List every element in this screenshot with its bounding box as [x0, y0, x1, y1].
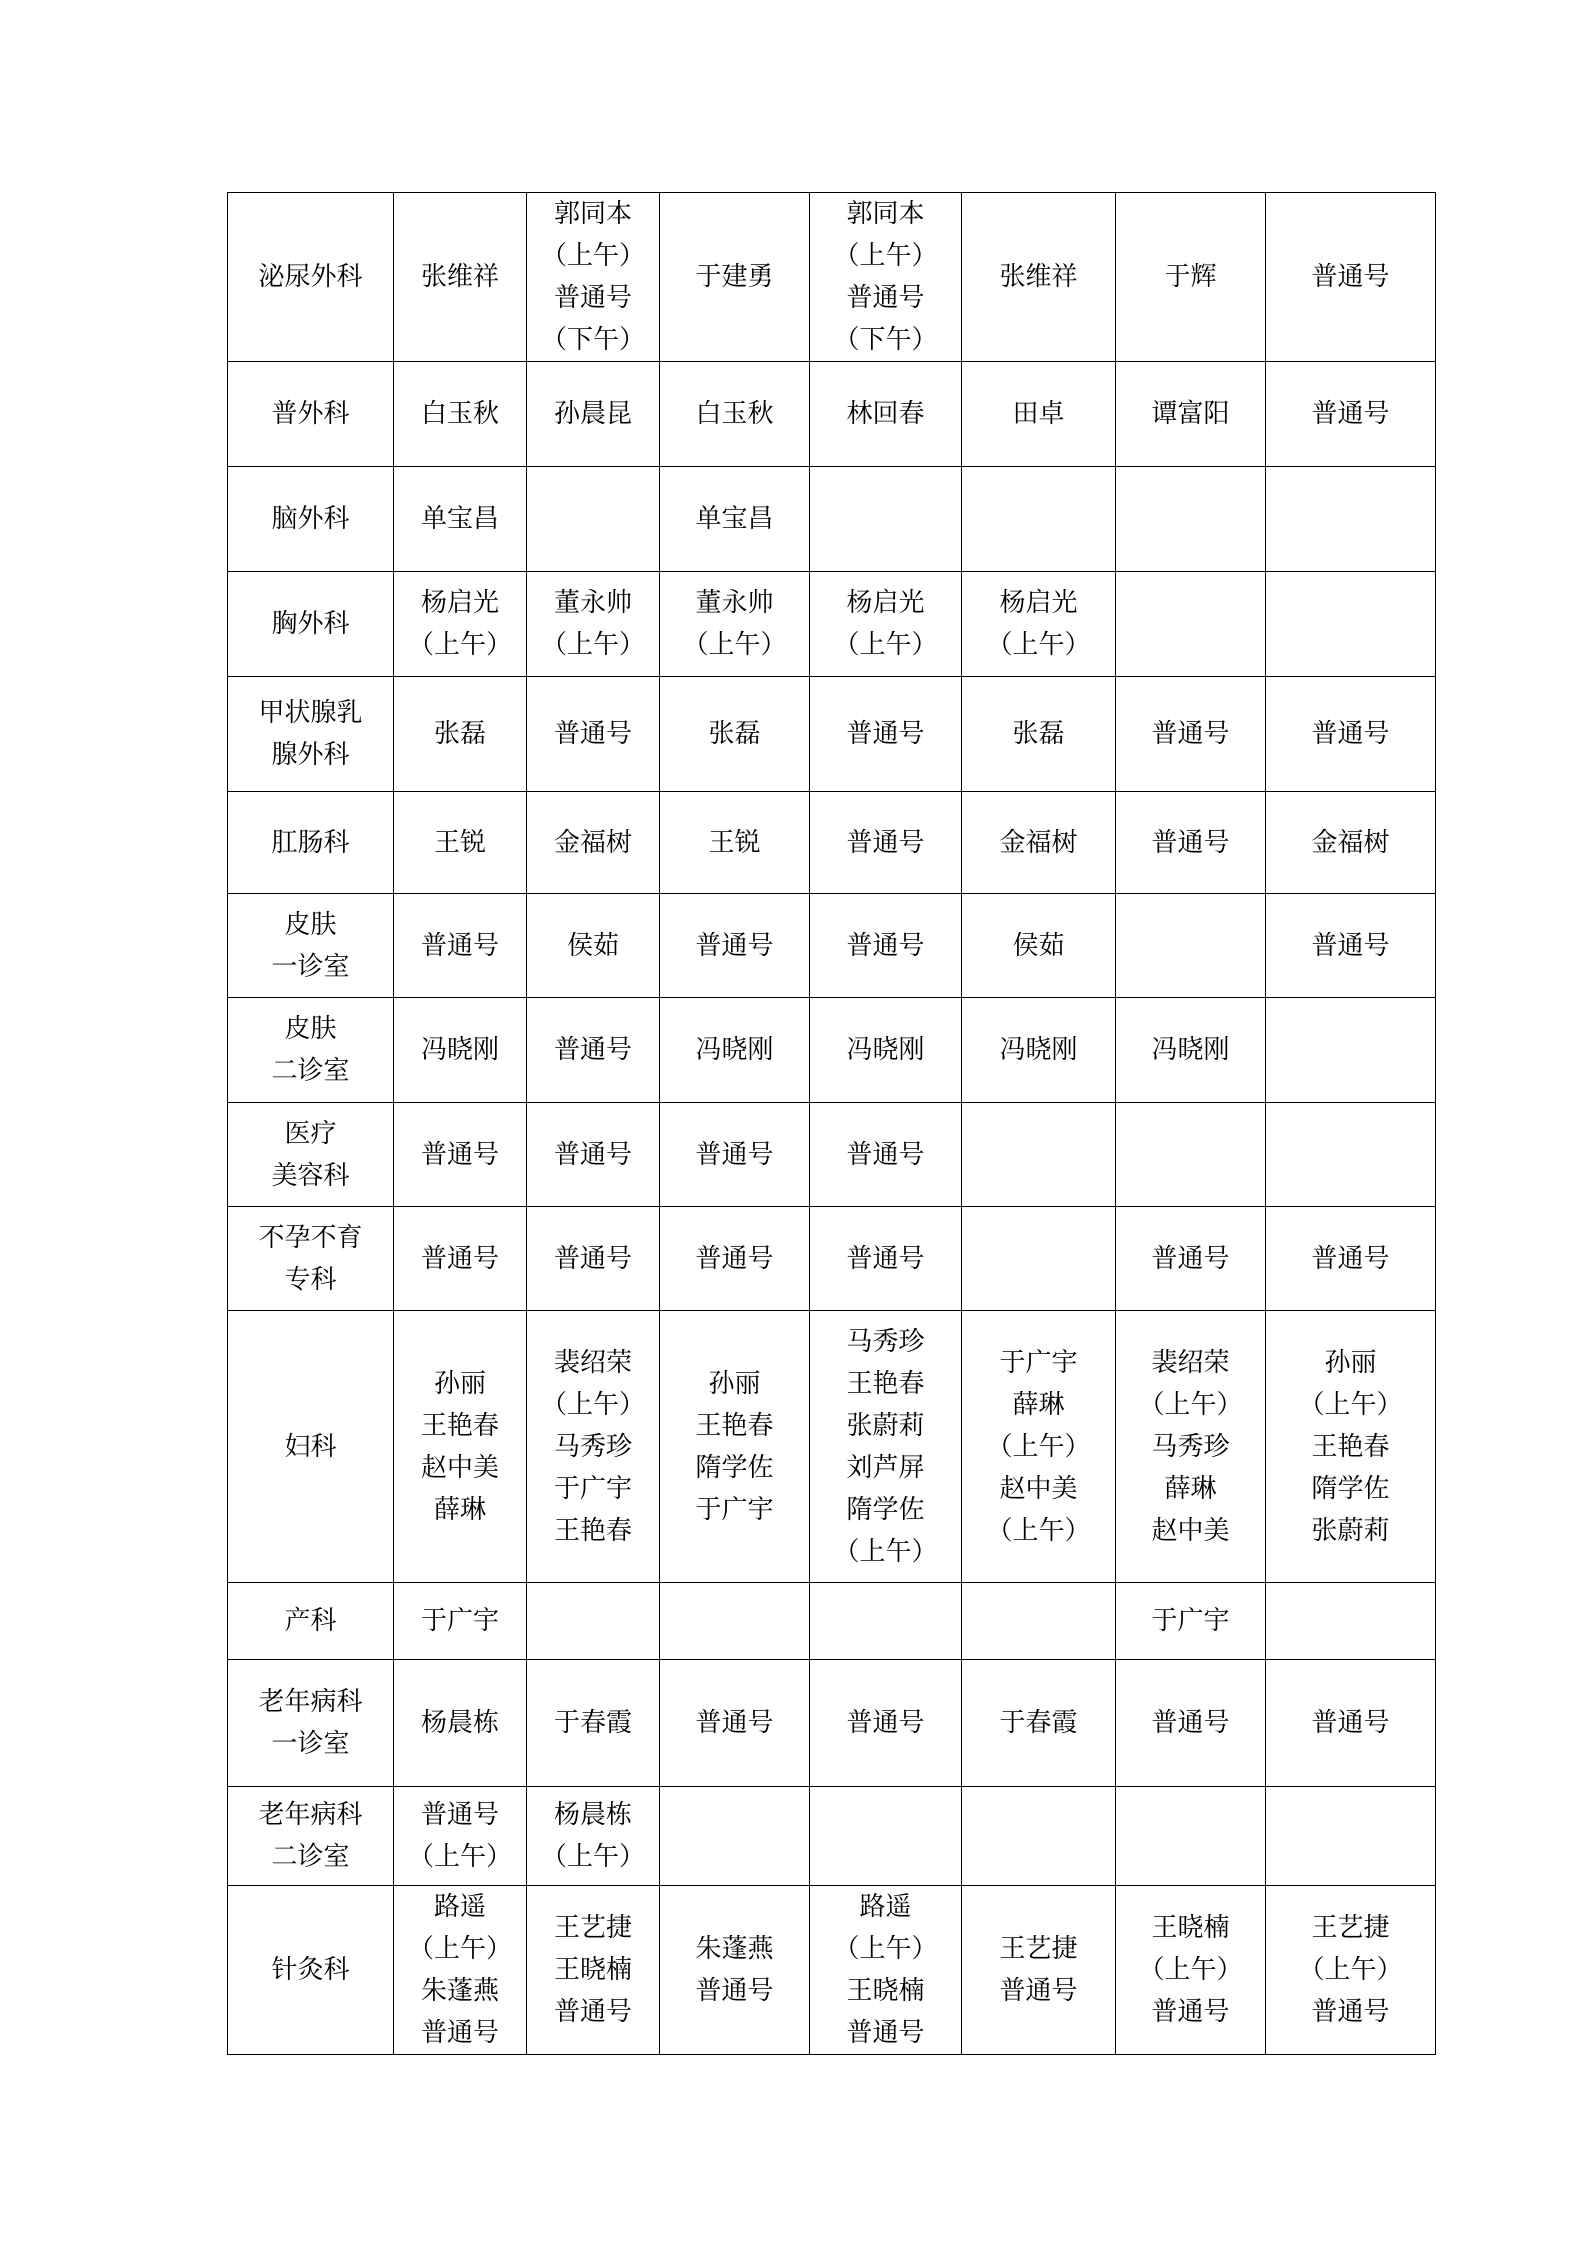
- schedule-cell: 单宝昌: [394, 467, 527, 572]
- schedule-cell: [1116, 1103, 1266, 1207]
- schedule-cell: 普通号: [394, 1207, 527, 1311]
- schedule-cell: 马秀珍 王艳春 张蔚莉 刘芦屏 隋学佐 （上午）: [810, 1311, 962, 1583]
- schedule-cell: [962, 1207, 1116, 1311]
- table-row: [228, 193, 1436, 362]
- schedule-cell: 杨启光 （上午）: [394, 572, 527, 677]
- schedule-cell: 普通号: [1116, 677, 1266, 792]
- department-cell: 妇科: [228, 1311, 394, 1583]
- schedule-cell: 郭同本 （上午） 普通号 （下午）: [810, 193, 962, 362]
- schedule-cell: 普通号: [1266, 362, 1436, 467]
- schedule-cell: 普通号: [810, 677, 962, 792]
- schedule-cell: 杨晨栋: [394, 1660, 527, 1787]
- schedule-cell: 普通号: [527, 1207, 660, 1311]
- schedule-cell: 王锐: [660, 792, 810, 894]
- table-row: [228, 1660, 1436, 1787]
- schedule-cell: [810, 1583, 962, 1660]
- schedule-cell: 侯茹: [962, 894, 1116, 998]
- schedule-cell: [1116, 467, 1266, 572]
- schedule-cell: [962, 1583, 1116, 1660]
- schedule-cell: 孙晨昆: [527, 362, 660, 467]
- schedule-cell: 王艺捷 普通号: [962, 1886, 1116, 2055]
- schedule-cell: 普通号: [1266, 193, 1436, 362]
- schedule-cell: [810, 1787, 962, 1886]
- schedule-cell: 普通号: [660, 1103, 810, 1207]
- department-cell: 产科: [228, 1583, 394, 1660]
- schedule-cell: 冯晓刚: [810, 998, 962, 1103]
- schedule-cell: 普通号: [810, 792, 962, 894]
- schedule-cell: [1266, 1103, 1436, 1207]
- schedule-cell: 普通号: [394, 894, 527, 998]
- schedule-cell: 于辉: [1116, 193, 1266, 362]
- schedule-cell: 裴绍荣 （上午） 马秀珍 薛琳 赵中美: [1116, 1311, 1266, 1583]
- department-cell: 不孕不育 专科: [228, 1207, 394, 1311]
- schedule-cell: [962, 1787, 1116, 1886]
- department-cell: 皮肤 二诊室: [228, 998, 394, 1103]
- schedule-cell: 普通号: [660, 1660, 810, 1787]
- schedule-cell: [810, 467, 962, 572]
- schedule-cell: [527, 1583, 660, 1660]
- table-row: [228, 998, 1436, 1103]
- schedule-cell: [1116, 572, 1266, 677]
- schedule-cell: [1266, 1787, 1436, 1886]
- schedule-cell: [962, 467, 1116, 572]
- schedule-cell: 王晓楠 （上午） 普通号: [1116, 1886, 1266, 2055]
- schedule-cell: [1266, 1583, 1436, 1660]
- department-cell: 泌尿外科: [228, 193, 394, 362]
- schedule-cell: 杨启光 （上午）: [810, 572, 962, 677]
- department-cell: 普外科: [228, 362, 394, 467]
- schedule-cell: 普通号: [810, 1207, 962, 1311]
- schedule-cell: 普通号: [1266, 1207, 1436, 1311]
- schedule-cell: 普通号: [660, 894, 810, 998]
- schedule-cell: 张维祥: [394, 193, 527, 362]
- schedule-cell: 张维祥: [962, 193, 1116, 362]
- table-row: [228, 572, 1436, 677]
- department-cell: 肛肠科: [228, 792, 394, 894]
- schedule-cell: 白玉秋: [394, 362, 527, 467]
- schedule-cell: 孙丽 （上午） 王艳春 隋学佐 张蔚莉: [1266, 1311, 1436, 1583]
- schedule-cell: 于春霞: [527, 1660, 660, 1787]
- schedule-cell: 于广宇 薛琳 （上午） 赵中美 （上午）: [962, 1311, 1116, 1583]
- department-cell: 皮肤 一诊室: [228, 894, 394, 998]
- table-row: [228, 362, 1436, 467]
- schedule-cell: 普通号: [810, 1660, 962, 1787]
- schedule-cell: [527, 467, 660, 572]
- table-row: [228, 1787, 1436, 1886]
- table-row: [228, 1583, 1436, 1660]
- schedule-cell: 普通号: [1116, 1660, 1266, 1787]
- schedule-cell: 冯晓刚: [660, 998, 810, 1103]
- table-row: [228, 1311, 1436, 1583]
- schedule-cell: [1116, 1787, 1266, 1886]
- table-row: [228, 467, 1436, 572]
- schedule-cell: 普通号: [810, 894, 962, 998]
- schedule-cell: 普通号: [810, 1103, 962, 1207]
- schedule-cell: 董永帅 （上午）: [527, 572, 660, 677]
- schedule-cell: 普通号 （上午）: [394, 1787, 527, 1886]
- table-row: [228, 677, 1436, 792]
- schedule-body: [228, 193, 1436, 2055]
- table-row: [228, 1103, 1436, 1207]
- schedule-cell: 金福树: [1266, 792, 1436, 894]
- schedule-cell: 于春霞: [962, 1660, 1116, 1787]
- clinic-schedule-table: [227, 192, 1436, 2055]
- schedule-cell: 于建勇: [660, 193, 810, 362]
- schedule-cell: 路遥 （上午） 王晓楠 普通号: [810, 1886, 962, 2055]
- department-cell: 针灸科: [228, 1886, 394, 2055]
- table-row: [228, 1886, 1436, 2055]
- schedule-cell: 侯茹: [527, 894, 660, 998]
- schedule-cell: [1266, 998, 1436, 1103]
- table-row: [228, 894, 1436, 998]
- schedule-cell: 普通号: [1266, 677, 1436, 792]
- schedule-cell: 郭同本 （上午） 普通号 （下午）: [527, 193, 660, 362]
- department-cell: 医疗 美容科: [228, 1103, 394, 1207]
- schedule-cell: 张磊: [394, 677, 527, 792]
- schedule-cell: 普通号: [660, 1207, 810, 1311]
- schedule-cell: 路遥 （上午） 朱蓬燕 普通号: [394, 1886, 527, 2055]
- schedule-cell: [1116, 894, 1266, 998]
- schedule-cell: 普通号: [1116, 792, 1266, 894]
- schedule-cell: 于广宇: [394, 1583, 527, 1660]
- schedule-cell: 普通号: [394, 1103, 527, 1207]
- schedule-cell: [660, 1583, 810, 1660]
- schedule-cell: 朱蓬燕 普通号: [660, 1886, 810, 2055]
- schedule-cell: 孙丽 王艳春 赵中美 薛琳: [394, 1311, 527, 1583]
- schedule-cell: 普通号: [1266, 1660, 1436, 1787]
- schedule-cell: 冯晓刚: [1116, 998, 1266, 1103]
- department-cell: 老年病科 二诊室: [228, 1787, 394, 1886]
- schedule-cell: 田卓: [962, 362, 1116, 467]
- schedule-cell: 裴绍荣 （上午） 马秀珍 于广宇 王艳春: [527, 1311, 660, 1583]
- schedule-cell: 冯晓刚: [962, 998, 1116, 1103]
- department-cell: 老年病科 一诊室: [228, 1660, 394, 1787]
- schedule-cell: [962, 1103, 1116, 1207]
- schedule-cell: 普通号: [1266, 894, 1436, 998]
- schedule-cell: 董永帅 （上午）: [660, 572, 810, 677]
- schedule-cell: 林回春: [810, 362, 962, 467]
- schedule-cell: [1266, 572, 1436, 677]
- schedule-cell: 冯晓刚: [394, 998, 527, 1103]
- schedule-cell: 张磊: [660, 677, 810, 792]
- schedule-cell: 王艺捷 王晓楠 普通号: [527, 1886, 660, 2055]
- schedule-cell: 普通号: [527, 1103, 660, 1207]
- schedule-cell: 白玉秋: [660, 362, 810, 467]
- schedule-cell: 普通号: [527, 998, 660, 1103]
- schedule-cell: 王艺捷 （上午） 普通号: [1266, 1886, 1436, 2055]
- schedule-cell: 杨启光 （上午）: [962, 572, 1116, 677]
- department-cell: 胸外科: [228, 572, 394, 677]
- department-cell: 脑外科: [228, 467, 394, 572]
- schedule-cell: 谭富阳: [1116, 362, 1266, 467]
- schedule-cell: 单宝昌: [660, 467, 810, 572]
- schedule-cell: 王锐: [394, 792, 527, 894]
- schedule-cell: 于广宇: [1116, 1583, 1266, 1660]
- table-row: [228, 1207, 1436, 1311]
- table-row: [228, 792, 1436, 894]
- schedule-cell: [660, 1787, 810, 1886]
- schedule-cell: 孙丽 王艳春 隋学佐 于广宇: [660, 1311, 810, 1583]
- schedule-cell: [1266, 467, 1436, 572]
- schedule-cell: 金福树: [527, 792, 660, 894]
- schedule-cell: 杨晨栋 （上午）: [527, 1787, 660, 1886]
- schedule-cell: 张磊: [962, 677, 1116, 792]
- schedule-cell: 普通号: [527, 677, 660, 792]
- schedule-cell: 金福树: [962, 792, 1116, 894]
- schedule-cell: 普通号: [1116, 1207, 1266, 1311]
- department-cell: 甲状腺乳 腺外科: [228, 677, 394, 792]
